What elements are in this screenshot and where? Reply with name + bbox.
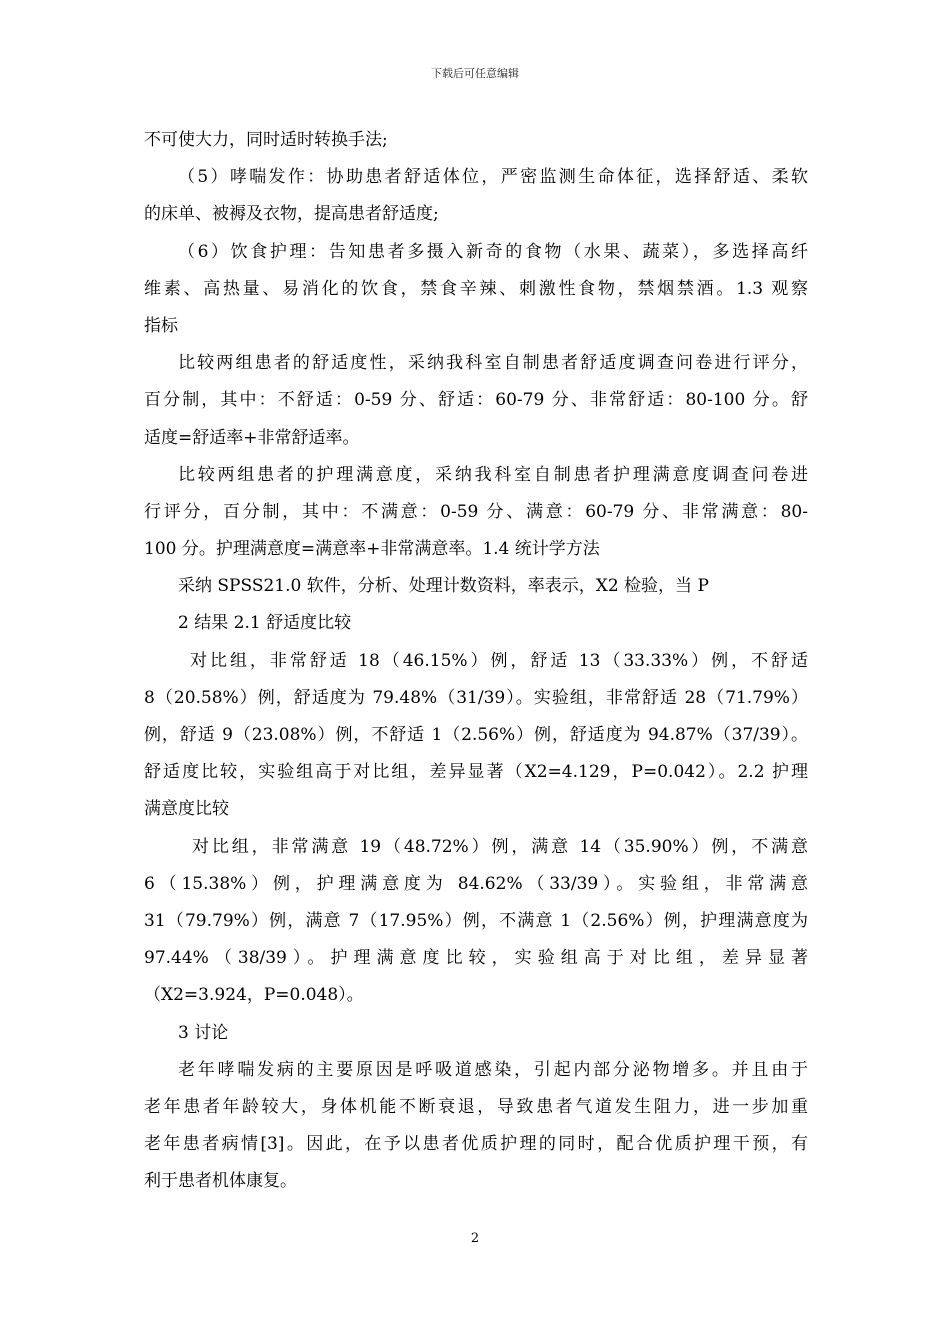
section-heading: 3 讨论 (178, 1022, 229, 1043)
text-line: 100 分。护理满意度=满意率+非常满意率。1.4 统计学方法 (144, 539, 600, 560)
document-body (144, 122, 808, 1200)
text-line: 的床单、被褥及衣物，提高患者舒适度; (144, 204, 439, 225)
page-header: 下载后可任意编辑 (431, 67, 519, 80)
text-line: 采纳 SPSS21.0 软件，分析、处理计数资料，率表示，X2 检验，当 P (178, 576, 709, 597)
text-line: 行评分，百分制，其中：不满意：0-59 分、满意：60-79 分、非常满意：80- (144, 501, 808, 522)
text-line: （6）饮食护理：告知患者多摄入新奇的食物（水果、蔬菜），多选择高纤 (178, 241, 808, 262)
section-heading: 2 结果 2.1 舒适度比较 (178, 613, 352, 634)
text-line: 老年哮喘发病的主要原因是呼吸道感染，引起内部分泌物增多。并且由于 (178, 1059, 808, 1080)
text-line: 比较两组患者的护理满意度，采纳我科室自制患者护理满意度调查问卷进 (178, 464, 808, 485)
text-line: 对比组，非常满意 19（48.72%）例，满意 14（35.90%）例，不满意 (192, 836, 808, 857)
text-line: 比较两组患者的舒适度性，采纳我科室自制患者舒适度调查问卷进行评分， (178, 353, 808, 374)
text-line: 适度=舒适率+非常舒适率。 (144, 427, 360, 448)
text-line: 利于患者机体康复。 (144, 1171, 297, 1192)
text-line: （5）哮喘发作：协助患者舒适体位，严密监测生命体征，选择舒适、柔软 (178, 167, 808, 188)
text-line: 维素、高热量、易消化的饮食，禁食辛辣、刺激性食物，禁烟禁酒。1.3 观察 (144, 278, 808, 299)
page-number: 2 (470, 1231, 480, 1246)
text-line: 97.44%（38/39）。护理满意度比较，实验组高于对比组，差异显著 (144, 948, 808, 969)
text-line: 舒适度比较，实验组高于对比组，差异显著（X2=4.129，P=0.042）。2.2 护理 (144, 762, 808, 783)
text-line: 老年患者病情[3]。因此，在予以患者优质护理的同时，配合优质护理干预，有 (144, 1134, 808, 1155)
text-line: 百分制，其中：不舒适：0-59 分、舒适：60-79 分、非常舒适：80-100 分。舒 (144, 390, 808, 411)
text-line: 8（20.58%）例，舒适度为 79.48%（31/39）。实验组，非常舒适 28（71.79%） (144, 687, 808, 708)
text-line: 31（79.79%）例，满意 7（17.95%）例，不满意 1（2.56%）例，护理满意度为 (144, 910, 808, 931)
text-line: 6（15.38%）例，护理满意度为 84.62%（33/39）。实验组，非常满意 (144, 873, 808, 894)
text-line: 老年患者年龄较大，身体机能不断衰退，导致患者气道发生阻力，进一步加重 (144, 1096, 808, 1117)
text-line: 对比组，非常舒适 18（46.15%）例，舒适 13（33.33%）例，不舒适 (190, 650, 808, 671)
text-line: （X2=3.924，P=0.048）。 (144, 985, 364, 1006)
text-line: 指标 (144, 315, 178, 336)
text-line: 例，舒适 9（23.08%）例，不舒适 1（2.56%）例，舒适度为 94.87%（37/39）。 (144, 725, 808, 745)
text-line: 满意度比较 (144, 799, 229, 820)
text-line: 不可使大力，同时适时转换手法; (144, 130, 388, 150)
